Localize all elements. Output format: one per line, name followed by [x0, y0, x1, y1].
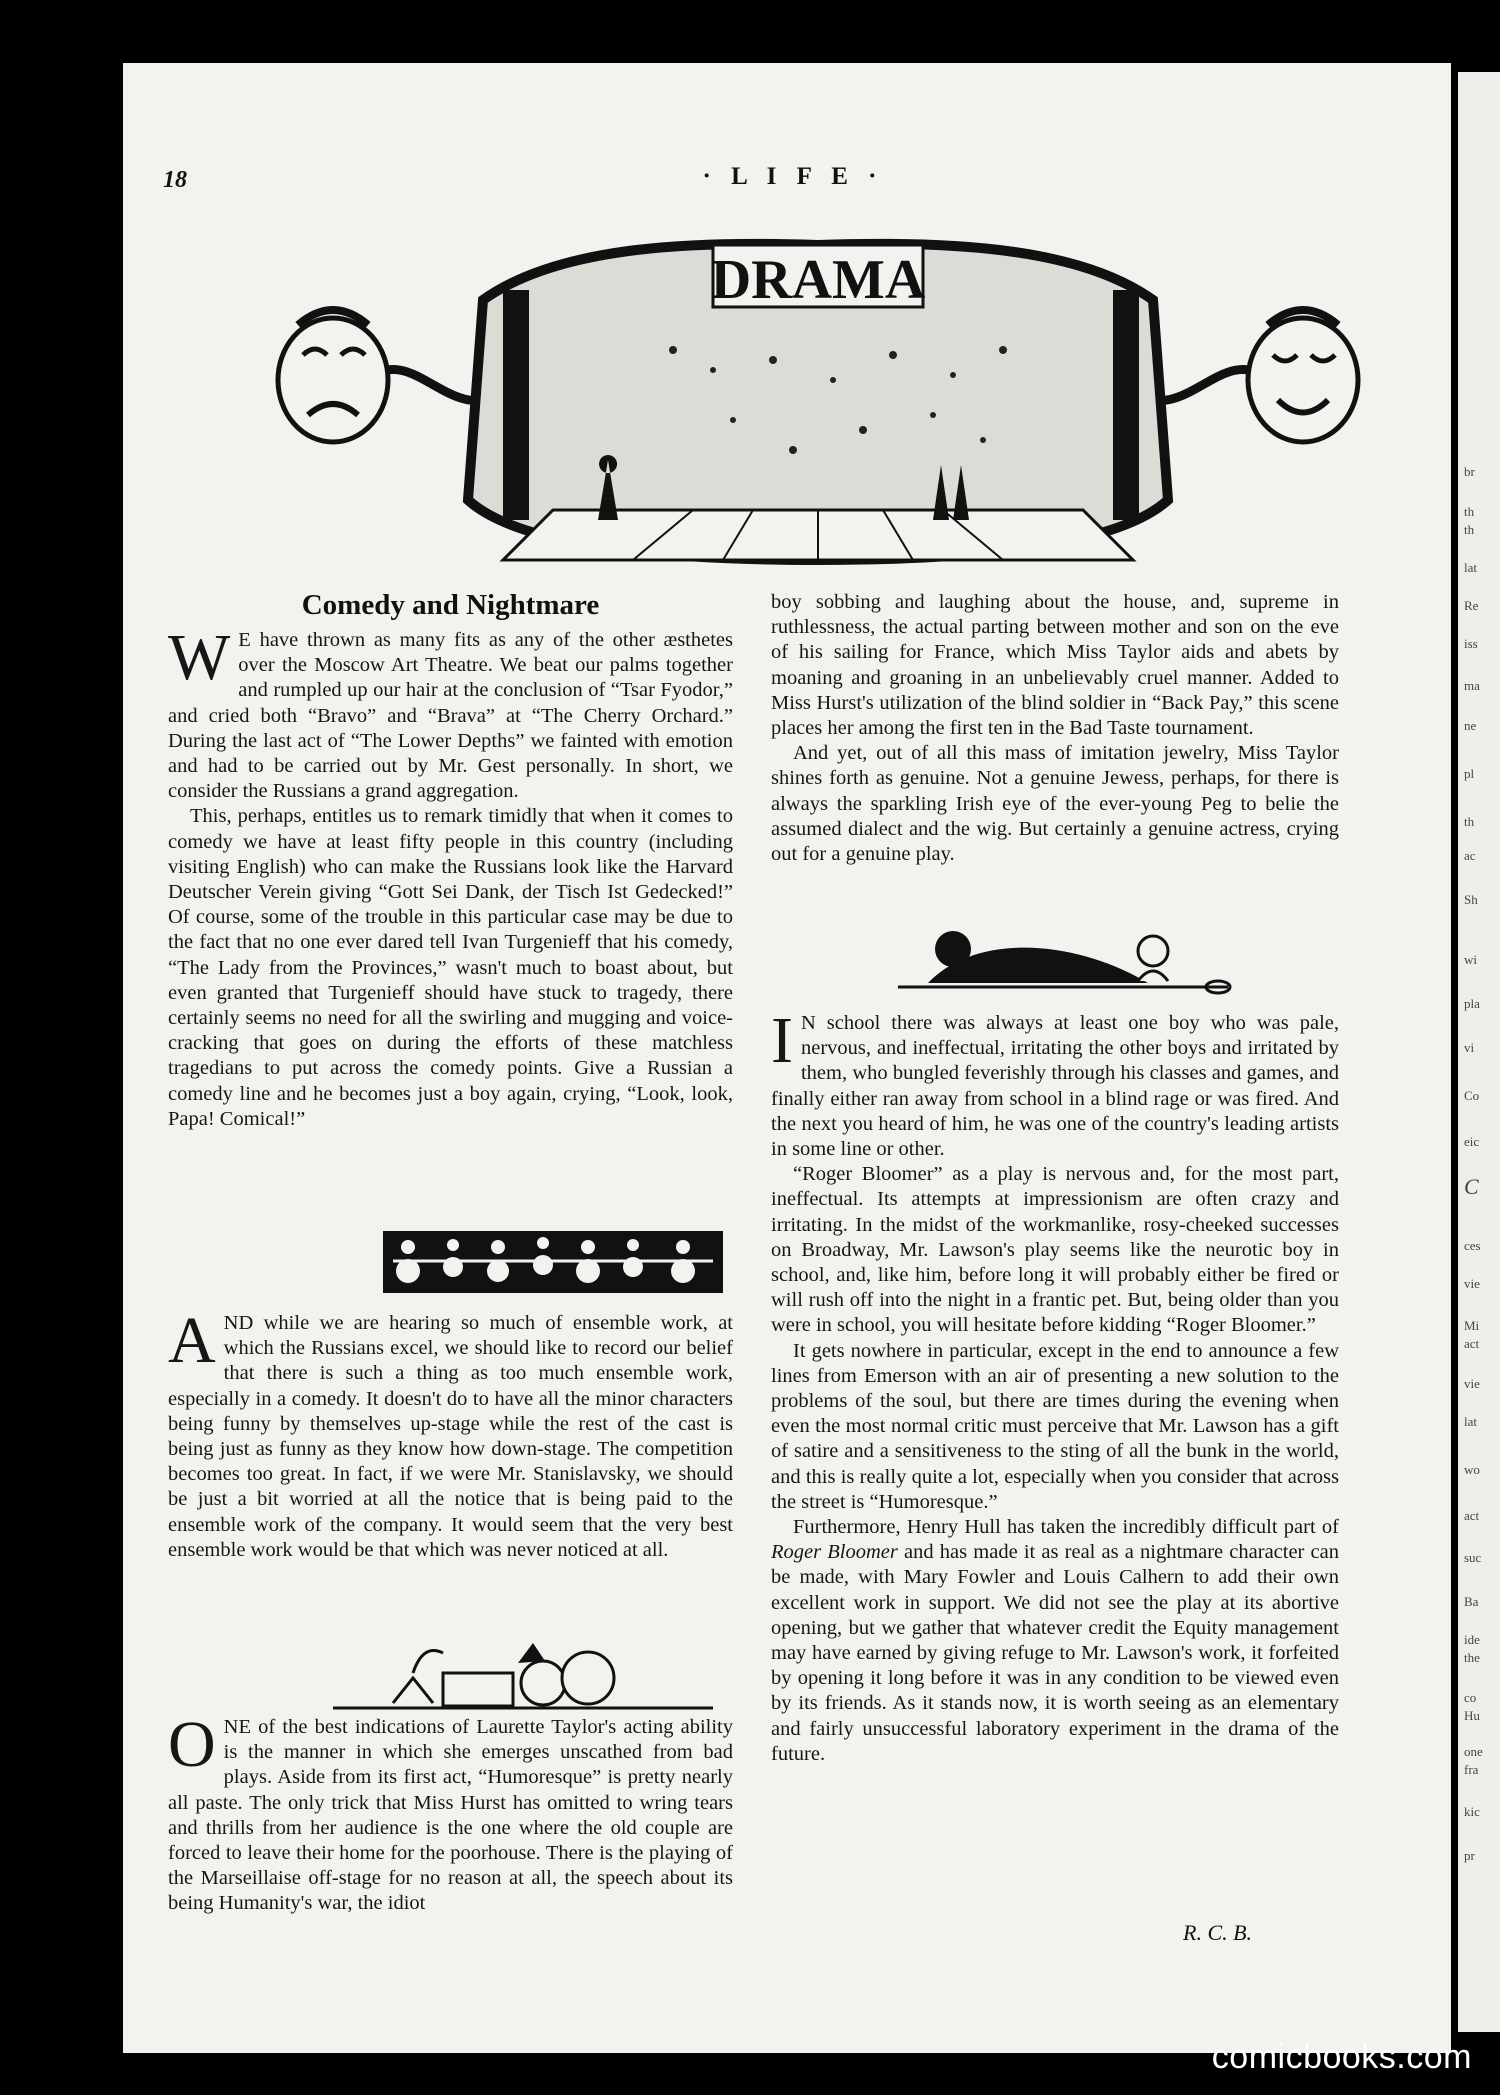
paragraph-moscow-art-theatre: E have thrown as many fits as any of the other æsthetes over the Moscow Art Theatre. We beat our palms together and rumpled up our hair at the conclusion of “Tsar Fyodor,” and cried both “Bravo” and “Brava” at “The Cherry Orchard.” During the last act of “The Lower Depths” we fainted with emotion and had to be carried out by Mr. Gest personally. In short, we consider the Russians a grand aggregation.: [168, 629, 733, 803]
banner-title: DRAMA: [710, 249, 926, 311]
drop-cap-w: W: [168, 621, 231, 694]
magazine-masthead: · L I F E ·: [702, 163, 884, 190]
author-signature: R. C. B.: [1183, 1920, 1253, 1945]
left-column-block-3: [168, 1708, 733, 1917]
left-column-block-1: [168, 621, 733, 1132]
prop-pile-illustration: [333, 1633, 713, 1713]
drop-cap-o: O: [168, 1708, 216, 1781]
site-watermark: comicbooks.com: [1211, 2038, 1472, 2076]
paragraph-ensemble-work: ND while we are hearing so much of ensemble work, at which the Russians excel, we should like to record our belief that there is such a thing as too much ensemble work, especially in a comedy. It doesn't do to have all the minor characters being funny by themselves up-stage while the rest of the cast is being just as funny as they know how down-stage. The competition becomes too great. In fact, if we were Mr. Stanislavsky, we should be just a bit worried at all the notice that is being paid to the ensemble work of the company. It would seem that the very best ensemble work would be that which was never noticed at all.: [168, 1312, 733, 1561]
right-column-block-2: [771, 1004, 1339, 1767]
paragraph-emerson: It gets nowhere in particular, except in the end to announce a few lines from Emerson with an air of presenting a new solution to the problems of the soul, but there are times during the evening when even the most normal critic must perceive that Mr. Lawson has a gift of satire and a sensitiveness to the sting of all the bunk in the world, and this is really quite a lot, especially when you consider that across the street is “Humoresque.”: [771, 1339, 1339, 1513]
reclining-figure-illustration: [898, 921, 1238, 1003]
paragraph-idiot-boy: boy sobbing and laughing about the house, and, supreme in ruthlessness, the actual parting between mother and son on the eve of his sailing for France, which Miss Taylor aids and abets by moaning and groaning in an unbelievably cruel manner. Added to Miss Hurst's utilization of the blind soldier in “Back Pay,” this scene places her among the first ten in the Bad Taste tournament.: [771, 591, 1339, 740]
right-column-block-1: [771, 590, 1339, 867]
paragraph-imitation-jewelry: And yet, out of all this mass of imitation jewelry, Miss Taylor shines forth as genuine. Not a genuine Jewess, perhaps, for there is always the sparkling Irish eye of the ever-young Peg to belie the assumed dialect and the wig. But certainly a genuine actress, crying out for a genuine play.: [771, 742, 1339, 866]
article-headline: Comedy and Nightmare: [301, 589, 600, 621]
paragraph-laurette-taylor: NE of the best indications of Laurette Taylor's acting ability is the manner in which she emerges unscathed from bad plays. Aside from its first act, “Humoresque” is pretty nearly all paste. The only trick that Miss Hurst has omitted to wring tears and thrills from her audience is the one where the old couple are forced to leave their home for the poorhouse. There is the playing of the Marseillaise off-stage for no reason at all, the speech about its being Humanity's war, the idiot: [168, 1716, 733, 1915]
left-column-block-2: [168, 1304, 733, 1563]
paragraph-comedy-russians: This, perhaps, entitles us to remark timidly that when it comes to comedy we have at least fifty people in this country (including visiting English) who can make the Russians look like the Harvard Deutscher Verein giving “Gott Sei Dank, der Tisch Ist Gedecked!” Of course, some of the trouble in this particular case may be due to the fact that no one ever dared tell Ivan Turgenieff that his comedy, “The Lady from the Provinces,” wasn't much to boast about, but even granted that Turgenieff should have stuck to tragedy, there certainly seems no need for all the swirling and mugging and voice-cracking that goes on during the efforts of these matchless tragedians to put across the comedy points. Give a Russian a comedy line and he becomes just a boy again, crying, “Look, look, Papa! Comical!”: [168, 805, 733, 1130]
paragraph-henry-hull: Furthermore, Henry Hull has taken the incredibly difficult part of Roger Bloomer and has made it as real as a nightmare character can be made, with Mary Fowler and Louis Calhern to add their own excellent work in support. We did not see the play at its abortive opening, but we gather that whatever credit the Equity management may have earned by giving refuge to Mr. Lawson's work, it forfeited by opening it long before it was in any condition to be viewed even by its friends. As it stands now, it is worth seeing as an elementary and fairly unsuccessful laboratory experiment in the drama of the future.: [771, 1516, 1339, 1765]
paragraph-school-boy: N school there was always at least one boy who was pale, nervous, and ineffectual, irritating the other boys and irritated by them, who bungled feverishly through his classes and games, and finally either ran away from school in a blind rage or was fired. And the next you heard of him, he was one of the country's leading artists in some line or other.: [771, 1012, 1339, 1161]
paragraph-roger-bloomer-play: “Roger Bloomer” as a play is nervous and, for the most part, ineffectual. Its attempts at impressionism are often crazy and irritating. In the midst of the workmanlike, rosy-cheeked successes on Broadway, Mr. Lawson's play seems like the neurotic boy in school, and, like him, before long it will probably either be fired or will rush off into the night in a frantic pet. But, being older than you were in school, you will hesitate before kidding “Roger Bloomer.”: [771, 1163, 1339, 1337]
drama-banner-illustration: [253, 230, 1383, 570]
facing-page-edge: br th th lat Re iss ma ne pl th ac Sh wi pla vi Co eic C ces vie Mi act vie lat wo act suc Ba ide the co Hu one fra kic pr: [1458, 72, 1500, 2032]
magazine-page: [123, 63, 1451, 2053]
ensemble-dancers-illustration: [383, 1231, 723, 1293]
drop-cap-a: A: [168, 1304, 216, 1377]
drop-cap-i: I: [771, 1004, 793, 1077]
page-number: 18: [163, 167, 187, 193]
